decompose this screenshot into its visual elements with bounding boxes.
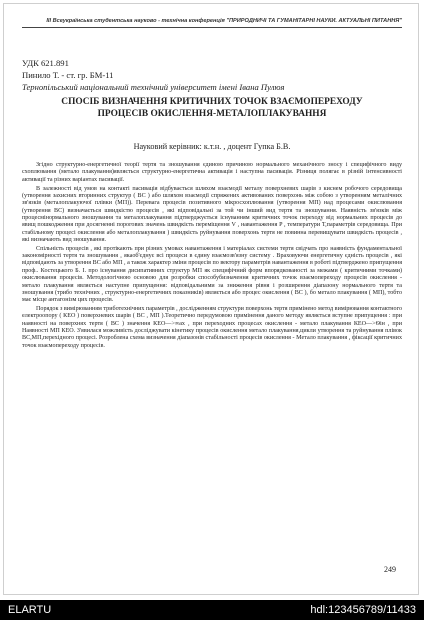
conference-header: III Всеукраїнська студентська науково - технічна конференція "ПРИРОДНИЧІ ТА ГУМАНІТАРНІ НАУКИ. АКТУАЛЬНІ ПИТАННЯ" [22, 18, 402, 28]
repository-footer [0, 600, 424, 620]
repository-name[interactable]: ELARTU [8, 604, 52, 616]
paragraph-1: Згідно структурно-енергетичної теорії тертя та зношування єдиною причиною нормального механічного зносу і специфічного виду схоплювання (метало плакування)являється структурно-енергетична активація і наступна пасивація. Різниця полягає в різній інтенсивності активації та різних варіантах пасивації. [22, 162, 402, 183]
page-number: 249 [384, 565, 396, 574]
paragraph-3: Спільність процесів , які протікають при різних умовах навантаження і матеріалах системи тертя свідчать про наявність фундаментальної закономірності тертя та зношування , якаоб'єднує всі процеси в єдину взаємозв'язну систему . Враховуючи енергетичну єдність процесів , які відповідають за утворення ВС або МП , а також характер зміни процесів по вектору параметрів навантаження в роботі підтверджено припущення проф.. Костецького Б. І. про існування дисипативних структур МП як специфічний форм впорядкованості за межами ( критичними точками) окислювання процесів. Методологічною основою для розробки способубизначення критичних точок взаємопереходу процесів окислення - метало плакування являється наступне припущення: відповідальними за зниження рівня і розширення діапазону нормального тертя та зношування (трибо технічних , структурно-енергетичних показників) являється або процес окислення ( ВС ), бо метало плакування ( МП), тобто має місце антагонізм цих процесів. [22, 245, 402, 304]
handle-identifier[interactable]: hdl:123456789/11433 [310, 604, 416, 616]
supervisor-line: Науковий керівник: к.т.н. , доцент Гупка Б.В. [133, 142, 291, 151]
article-body [22, 162, 402, 352]
paragraph-2: В залежності від умов на контакті пасивація відбувається шляхом взаємодії металу поверхневих шарів з киснем робочого середовища (утворення захисних вторинних структур ( ВС ) або шляхом взаємодії спряжених активованих поверхонь між собою з утворенням металічних зв'язків (металоплакуючої плівки (МП)). Перевага процесів позитивного мікросхоплювання (утворення МП) над процесами окислювання (утворення ВС) визначається швидкістю процесів , які відповідальні за той чи інший вид тертя та зношування. Наявність зв'язків між процесмінормального зношування та металоплакування підтверджується існуванням критичних точок переходу від нормальних процесів до явищ пошкодження при досягненні порогових значень швидкість переміщення V , навантаження P , температури T,параметрів середовища. При стабільному процесі окислення або металоплакування ) швидкість руйнування поверхонь тертя не повинна перевищувати швидкість процесів , які визначають вид зношування. [22, 185, 402, 243]
author-line: Пинило Т. - ст. гр. БМ-11 [22, 70, 114, 80]
article-title: СПОСІБ ВИЗНАЧЕННЯ КРИТИЧНИХ ТОЧОК ВЗАЄМОПЕРЕХОДУ ПРОЦЕСІВ ОКИСЛЕННЯ-МЕТАЛОПЛАКУВАННЯ [61, 97, 363, 119]
institution-line: Тернопільський національний технічний університет імені Івана Пулюя [22, 82, 285, 92]
udc-code: УДК 621.891 [22, 58, 69, 68]
paragraph-4: Порядок з вимірюванням триботехнічних параметрів , дослідженням структури поверхонь тертя примінено метод вимірювання контактного електроопору ( КЕО ) поверхневих шарів ( ВС , МП ).Теоретично передумовою примінення даного методу являється вступне припущення : при наявності на поверхнях тертя ( ВС ) значення КЕО—>∞ах , при переходних процесах окислення - метало плакування КЕО—>Ѳін , при Наявності МП КЕО. З'явилася можливість досліджувати кінетику процесів окислення метало плакування,цикли утворення та руйнування плівок ВС,МП,перехідного процесі. Розроблена схема визначення діапазонів стабільності процесів окислення - Метало плакування , фіксації критичних точок взаємопереходу процесів. [22, 306, 402, 349]
